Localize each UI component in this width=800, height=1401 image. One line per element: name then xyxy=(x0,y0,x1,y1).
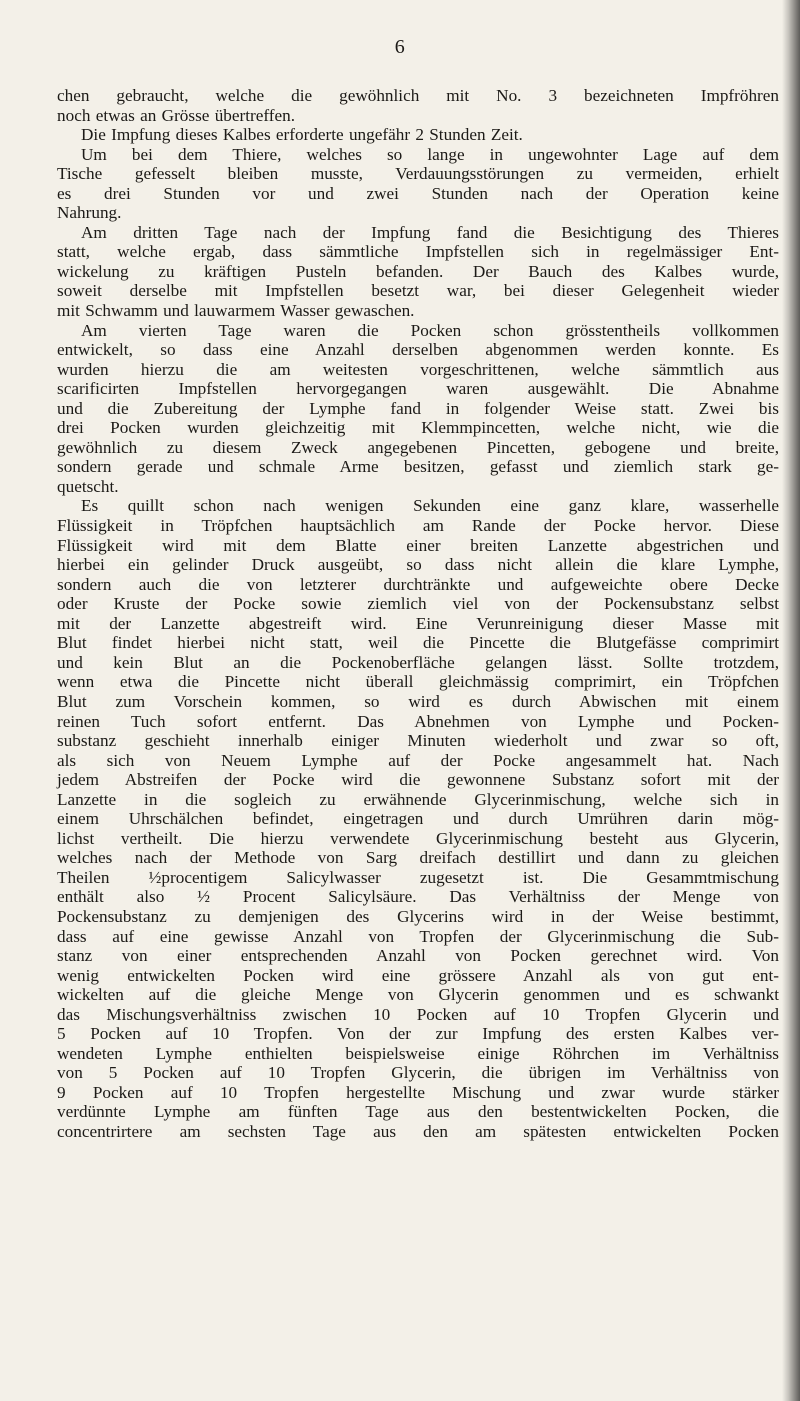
text-line: Tische gefesselt bleiben musste, Verdauungsstörungen zu vermeiden, erhielt xyxy=(57,164,779,184)
text-line: Die Impfung dieses Kalbes erforderte ungefähr 2 Stunden Zeit. xyxy=(81,125,523,145)
text-line: dass auf eine gewisse Anzahl von Tropfen der Glycerinmischung die Sub- xyxy=(57,926,779,946)
text-line: einem Uhrschälchen befindet, eingetragen und durch Umrühren darin mög- xyxy=(57,809,779,829)
text-line: Es quillt schon nach wenigen Sekunden eine ganz klare, wasserhelle xyxy=(81,496,779,516)
text-line: wickelten auf die gleiche Menge von Glycerin genommen und es schwankt xyxy=(57,985,779,1005)
text-line: Pockensubstanz zu demjenigen des Glycerins wird in der Weise bestimmt, xyxy=(57,906,779,926)
text-line: wickelung zu kräftigen Pusteln befanden. Der Bauch des Kalbes wurde, xyxy=(57,261,779,281)
text-line: sondern auch die von letzterer durchtränkte und aufgeweichte obere Decke xyxy=(57,574,779,594)
text-line: noch etwas an Grösse übertreffen. xyxy=(57,105,296,125)
text-line: wendeten Lymphe enthielten beispielsweise einige Röhrchen im Verhältniss xyxy=(57,1043,779,1063)
text-line: wenn etwa die Pincette nicht überall gleichmässig comprimirt, ein Tröpfchen xyxy=(57,672,779,692)
text-line: oder Kruste der Pocke sowie ziemlich viel von der Pockensubstanz selbst xyxy=(57,594,779,614)
text-line: stanz von einer entsprechenden Anzahl von Pocken gerechnet wird. Von xyxy=(57,946,779,966)
text-line: Blut findet hierbei nicht statt, weil die Pincette die Blutgefässe comprimirt xyxy=(57,633,779,653)
text-line: als sich von Neuem Lymphe auf der Pocke angesammelt hat. Nach xyxy=(57,750,779,770)
text-line: chen gebraucht, welche die gewöhnlich mit No. 3 bezeichneten Impfröhren xyxy=(57,86,779,105)
text-line: scarificirten Impfstellen hervorgegangen waren ausgewählt. Die Abnahme xyxy=(57,379,779,399)
text-line: welches nach der Methode von Sarg dreifach destillirt und dann zu gleichen xyxy=(57,848,779,868)
text-line: jedem Abstreifen der Pocke wird die gewonnene Substanz sofort mit der xyxy=(57,770,779,790)
body-text xyxy=(57,86,779,1142)
text-line: soweit derselbe mit Impfstellen besetzt war, bei dieser Gelegenheit wieder xyxy=(57,281,779,301)
text-line: Am vierten Tage waren die Pocken schon grösstentheils vollkommen xyxy=(81,320,779,340)
text-line: Um bei dem Thiere, welches so lange in ungewohnter Lage auf dem xyxy=(81,144,779,164)
text-line: Theilen ½procentigem Salicylwasser zugesetzt ist. Die Gesammtmischung xyxy=(57,867,779,887)
text-line: das Mischungsverhältniss zwischen 10 Pocken auf 10 Tropfen Glycerin und xyxy=(57,1004,779,1024)
page-edge-shadow xyxy=(782,0,800,1401)
text-line: es drei Stunden vor und zwei Stunden nach der Operation keine xyxy=(57,183,779,203)
text-line: Lanzette in die sogleich zu erwähnende Glycerinmischung, welche sich in xyxy=(57,789,779,809)
text-line: substanz geschieht innerhalb einiger Minuten wiederholt und zwar so oft, xyxy=(57,731,779,751)
text-line: wurden hierzu die am weitesten vorgeschrittenen, welche sämmtlich aus xyxy=(57,359,779,379)
text-line: wenig entwickelten Pocken wird eine grössere Anzahl als von gut ent- xyxy=(57,965,779,985)
page-number: 6 xyxy=(394,36,406,58)
text-line: 5 Pocken auf 10 Tropfen. Von der zur Impfung des ersten Kalbes ver- xyxy=(57,1024,779,1044)
text-line: mit Schwamm und lauwarmem Wasser gewaschen. xyxy=(57,301,415,321)
text-line: sondern gerade und schmale Arme besitzen, gefasst und ziemlich stark ge- xyxy=(57,457,779,477)
text-line: mit der Lanzette abgestreift wird. Eine Verunreinigung dieser Masse mit xyxy=(57,613,779,633)
text-line: verdünnte Lymphe am fünften Tage aus den bestentwickelten Pocken, die xyxy=(57,1102,779,1122)
text-line: drei Pocken wurden gleichzeitig mit Klemmpincetten, welche nicht, wie die xyxy=(57,418,779,438)
text-line: reinen Tuch sofort entfernt. Das Abnehmen von Lymphe und Pocken- xyxy=(57,711,779,731)
text-line: entwickelt, so dass eine Anzahl derselben abgenommen werden konnte. Es xyxy=(57,340,779,360)
text-line: Flüssigkeit in Tröpfchen hauptsächlich am Rande der Pocke hervor. Diese xyxy=(57,516,779,536)
text-line: lichst vertheilt. Die hierzu verwendete Glycerinmischung besteht aus Glycerin, xyxy=(57,828,779,848)
text-line: statt, welche ergab, dass sämmtliche Impfstellen sich in regelmässiger Ent- xyxy=(57,242,779,262)
text-line: 9 Pocken auf 10 Tropfen hergestellte Mischung und zwar wurde stärker xyxy=(57,1082,779,1102)
text-line: Am dritten Tage nach der Impfung fand die Besichtigung des Thieres xyxy=(81,222,779,242)
text-line: concentrirtere am sechsten Tage aus den am spätesten entwickelten Pocken xyxy=(57,1121,779,1141)
text-line: enthält also ½ Procent Salicylsäure. Das Verhältniss der Menge von xyxy=(57,887,779,907)
text-line: hierbei ein gelinder Druck ausgeübt, so dass nicht allein die klare Lymphe, xyxy=(57,555,779,575)
text-line: Blut zum Vorschein kommen, so wird es durch Abwischen mit einem xyxy=(57,691,779,711)
text-line: Nahrung. xyxy=(57,203,122,223)
text-line: quetscht. xyxy=(57,476,119,496)
text-line: Flüssigkeit wird mit dem Blatte einer breiten Lanzette abgestrichen und xyxy=(57,535,779,555)
text-line: gewöhnlich zu diesem Zweck angegebenen Pincetten, gebogene und breite, xyxy=(57,437,779,457)
text-line: und kein Blut an die Pockenoberfläche gelangen lässt. Sollte trotzdem, xyxy=(57,652,779,672)
text-line: und die Zubereitung der Lymphe fand in folgender Weise statt. Zwei bis xyxy=(57,398,779,418)
text-line: von 5 Pocken auf 10 Tropfen Glycerin, die übrigen im Verhältniss von xyxy=(57,1063,779,1083)
